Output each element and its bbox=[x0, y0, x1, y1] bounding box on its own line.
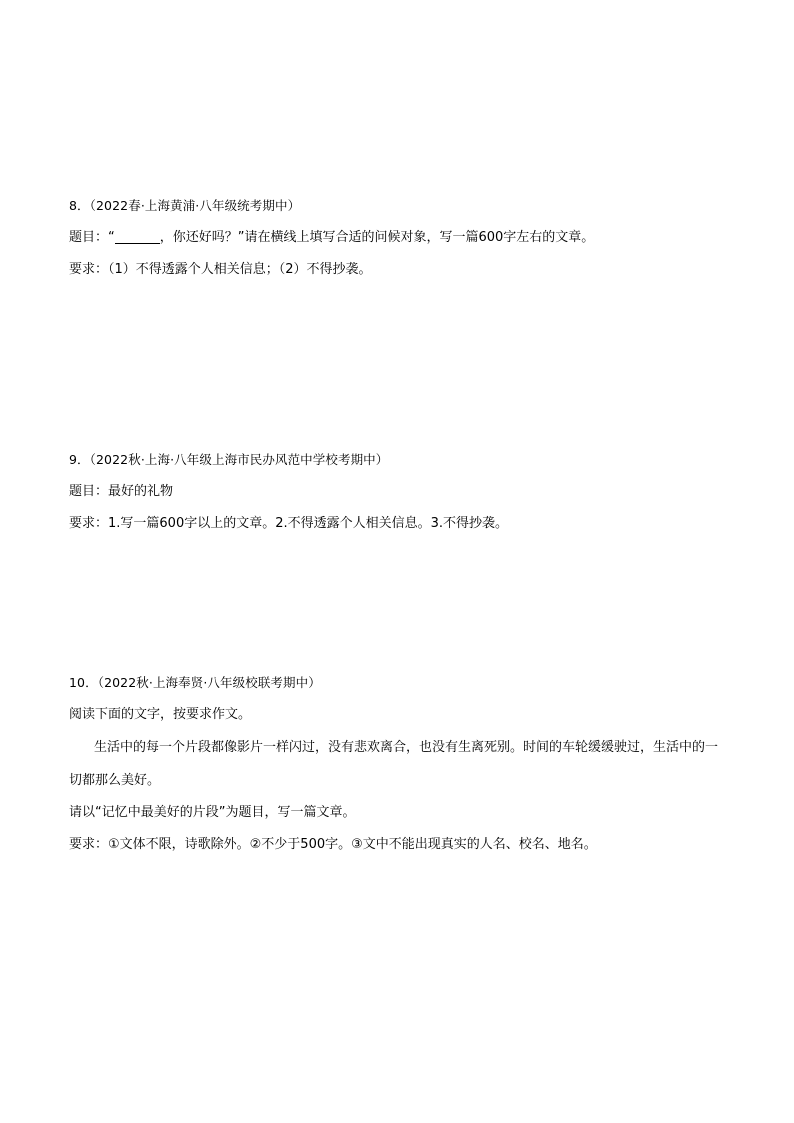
question-9 bbox=[69, 450, 729, 546]
question-number: 8． bbox=[69, 198, 90, 213]
question-number: 9． bbox=[69, 452, 90, 467]
question-10 bbox=[69, 673, 729, 867]
question-requirement: 要求：①文体不限，诗歌除外。②不少于500字。③文中不能出现真实的人名、校名、地名。 bbox=[69, 837, 597, 852]
question-heading bbox=[69, 196, 729, 216]
question-title: 题目：最好的礼物 bbox=[69, 484, 174, 499]
question-instruction: 阅读下面的文字，按要求作文。 bbox=[69, 707, 252, 722]
question-source: （2022秋·上海·八年级上海市民办风范中学校考期中） bbox=[89, 452, 389, 467]
question-8 bbox=[69, 196, 729, 292]
question-heading bbox=[69, 450, 729, 470]
fill-in-blank bbox=[115, 229, 160, 244]
title-prefix: 题目：“ bbox=[69, 230, 115, 245]
question-passage: 生活中的每一个片段都像影片一样闪过，没有悲欢离合，也没有生离死别。时间的车轮缓缓驶过，生活中的一切都那么美好。 bbox=[69, 740, 719, 788]
question-source: （2022春·上海黄浦·八年级统考期中） bbox=[89, 198, 301, 213]
title-suffix: ，你还好吗？”请在横线上填写合适的问候对象，写一篇600字左右的文章。 bbox=[159, 230, 595, 245]
question-number: 10． bbox=[69, 675, 98, 690]
question-source: （2022秋·上海奉贤·八年级校联考期中） bbox=[97, 675, 321, 690]
question-title bbox=[69, 228, 729, 248]
question-heading bbox=[69, 673, 729, 693]
question-requirement: 要求：1.写一篇600字以上的文章。2.不得透露个人相关信息。3.不得抄袭。 bbox=[69, 516, 509, 531]
question-prompt: 请以“记忆中最美好的片段”为题目，写一篇文章。 bbox=[69, 805, 356, 820]
question-requirement: 要求：（1）不得透露个人相关信息；（2）不得抄袭。 bbox=[69, 262, 372, 277]
